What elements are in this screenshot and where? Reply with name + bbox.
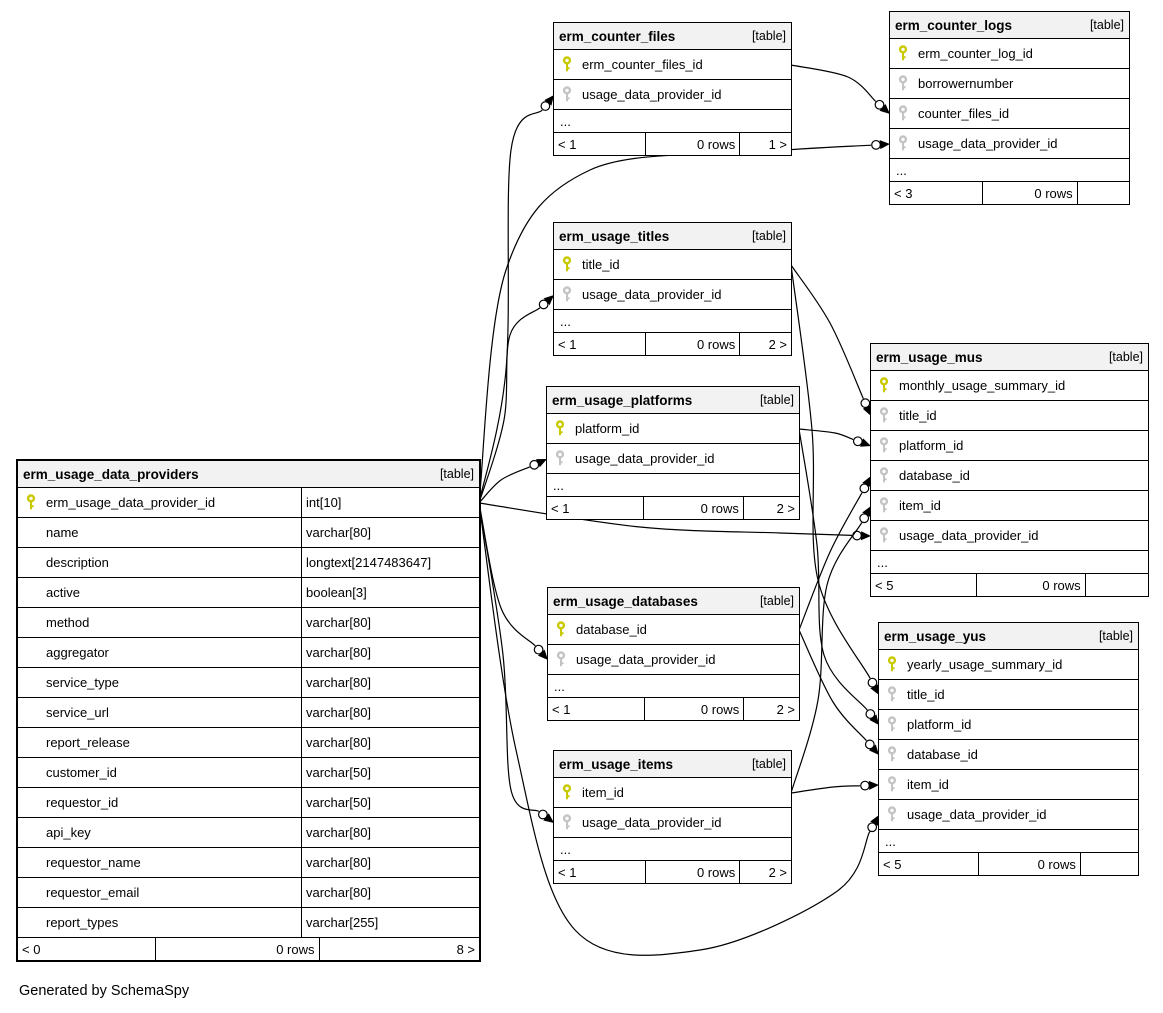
- column-row-yearly_usage_summary_id: [879, 650, 1138, 680]
- table-title-link[interactable]: erm_counter_files: [559, 28, 676, 44]
- column-row-database_id: [879, 740, 1138, 770]
- column-type: varchar[50]: [306, 765, 372, 780]
- relationship-zero-circle: [868, 823, 877, 832]
- table-tag: [table]: [751, 229, 786, 243]
- column-name-cell: [18, 728, 302, 757]
- column-name: usage_data_provider_id: [582, 815, 722, 830]
- column-row-item_id: [879, 770, 1138, 800]
- relationship-zero-circle: [541, 102, 550, 111]
- column-row-report_release: [18, 728, 479, 758]
- footer-children-count: [1086, 574, 1148, 596]
- primary-key-icon: [561, 256, 573, 273]
- column-type: varchar[50]: [306, 795, 372, 810]
- table-title-link[interactable]: erm_usage_yus: [884, 628, 987, 644]
- table-title-link[interactable]: erm_usage_mus: [876, 349, 983, 365]
- column-row-service_type: [18, 668, 479, 698]
- foreign-key-icon: [886, 776, 898, 793]
- column-name: customer_id: [46, 765, 117, 780]
- foreign-key-icon: [886, 806, 898, 823]
- column-name: database_id: [907, 747, 978, 762]
- table-tag: [table]: [1098, 629, 1133, 643]
- relationship-line: [479, 110, 542, 503]
- relationship-line: [791, 265, 863, 399]
- primary-key-icon: [555, 621, 567, 638]
- foreign-key-icon: [886, 746, 898, 763]
- column-name: method: [46, 615, 90, 630]
- column-row-method: [18, 608, 479, 638]
- table-footer: [554, 133, 791, 155]
- foreign-key-icon: [878, 497, 890, 514]
- footer-row-count: 0 rows: [156, 938, 319, 960]
- column-name: monthly_usage_summary_id: [899, 378, 1066, 393]
- relationship-zero-circle: [860, 484, 869, 493]
- primary-key-icon: [554, 420, 566, 437]
- column-row-platform_id: [547, 414, 799, 444]
- column-row-usage_data_provider_id: [554, 80, 791, 110]
- column-row-platform_id: [879, 710, 1138, 740]
- more-columns-ellipsis: ...: [547, 474, 799, 497]
- column-row-title_id: [879, 680, 1138, 710]
- more-columns-ellipsis: ...: [554, 838, 791, 861]
- column-name-cell: [18, 698, 302, 727]
- column-name: counter_files_id: [918, 106, 1010, 121]
- column-type: int[10]: [306, 495, 342, 510]
- foreign-key-icon: [897, 75, 909, 92]
- relationship-line: [479, 503, 539, 811]
- relationship-zero-circle: [868, 678, 877, 687]
- footer-parents-count: < 5: [879, 853, 979, 875]
- foreign-key-icon: [561, 286, 573, 303]
- column-name: usage_data_provider_id: [582, 87, 722, 102]
- relationship-zero-circle: [866, 740, 875, 749]
- column-name: api_key: [46, 825, 91, 840]
- column-type: varchar[80]: [306, 525, 372, 540]
- table-header: [18, 461, 479, 488]
- column-row-usage_data_provider_id: [879, 800, 1138, 830]
- column-type: longtext[2147483647]: [306, 555, 432, 570]
- table-footer: [18, 938, 479, 960]
- column-row-requestor_id: [18, 788, 479, 818]
- footer-children-count: 8 >: [456, 941, 475, 957]
- column-name-cell: [18, 788, 302, 817]
- table-header: [548, 588, 799, 615]
- column-name: usage_data_provider_id: [582, 287, 722, 302]
- generator-footnote: Generated by SchemaSpy: [19, 983, 190, 999]
- column-name: item_id: [899, 498, 941, 513]
- column-row-requestor_email: [18, 878, 479, 908]
- relationship-zero-circle: [853, 531, 862, 540]
- footer-row-count: 0 rows: [646, 861, 740, 883]
- column-name-cell: [18, 818, 302, 847]
- table-tag: [table]: [1108, 350, 1143, 364]
- primary-key-icon: [561, 56, 573, 73]
- column-name: report_release: [46, 735, 130, 750]
- footer-parents-count: < 5: [871, 574, 977, 596]
- table-footer: [890, 182, 1129, 204]
- column-row-active: [18, 578, 479, 608]
- table-erm_counter_logs: [889, 11, 1130, 205]
- table-erm_usage_yus: [878, 622, 1139, 876]
- relationship-line: [479, 308, 540, 503]
- foreign-key-icon: [886, 716, 898, 733]
- footer-children-count: [1078, 182, 1129, 204]
- table-header: [554, 23, 791, 50]
- column-name: requestor_email: [46, 885, 140, 900]
- table-tag: [table]: [759, 594, 794, 608]
- relationship-zero-circle: [866, 710, 875, 719]
- column-row-usage_data_provider_id: [554, 808, 791, 838]
- column-row-item_id: [871, 491, 1148, 521]
- column-name: description: [46, 555, 109, 570]
- relationship-line: [791, 523, 862, 793]
- column-name: erm_usage_data_provider_id: [46, 495, 216, 510]
- table-title-link[interactable]: erm_usage_platforms: [552, 392, 693, 408]
- column-name: active: [46, 585, 80, 600]
- table-erm_usage_databases: [547, 587, 800, 721]
- column-name: usage_data_provider_id: [576, 652, 716, 667]
- footer-children-count: [1081, 853, 1138, 875]
- table-tag: [table]: [751, 29, 786, 43]
- column-name-cell: [18, 578, 302, 607]
- foreign-key-icon: [878, 527, 890, 544]
- relationship-line: [479, 503, 535, 646]
- table-header: [554, 223, 791, 250]
- primary-key-icon: [878, 377, 890, 394]
- column-name: service_type: [46, 675, 119, 690]
- footer-parents-count: < 1: [554, 333, 646, 355]
- relationship-line: [799, 429, 853, 440]
- column-name-cell: [18, 758, 302, 787]
- table-footer: [554, 861, 791, 883]
- table-header: [554, 751, 791, 778]
- column-name: erm_counter_log_id: [918, 46, 1033, 61]
- column-row-description: [18, 548, 479, 578]
- relationship-zero-circle: [860, 514, 869, 523]
- column-name: database_id: [899, 468, 970, 483]
- table-footer: [871, 574, 1148, 596]
- relationship-zero-circle: [530, 461, 539, 470]
- foreign-key-icon: [555, 651, 567, 668]
- footer-row-count: 0 rows: [977, 574, 1086, 596]
- column-name: database_id: [576, 622, 647, 637]
- column-name-cell: [18, 488, 302, 517]
- column-row-erm_counter_files_id: [554, 50, 791, 80]
- column-row-item_id: [554, 778, 791, 808]
- column-row-requestor_name: [18, 848, 479, 878]
- column-row-database_id: [548, 615, 799, 645]
- column-type: varchar[80]: [306, 825, 372, 840]
- primary-key-icon: [561, 784, 573, 801]
- column-row-usage_data_provider_id: [547, 444, 799, 474]
- more-columns-ellipsis: ...: [871, 551, 1148, 574]
- column-name: usage_data_provider_id: [907, 807, 1047, 822]
- footer-row-count: 0 rows: [644, 497, 744, 519]
- column-type: varchar[80]: [306, 615, 372, 630]
- column-name: requestor_name: [46, 855, 141, 870]
- column-name: borrowernumber: [918, 76, 1014, 91]
- footer-children-count: 2 >: [768, 864, 787, 880]
- table-footer: [879, 853, 1138, 875]
- relationship-zero-circle: [534, 645, 543, 654]
- table-erm_usage_items: [553, 750, 792, 884]
- column-name: aggregator: [46, 645, 109, 660]
- column-name: usage_data_provider_id: [575, 451, 715, 466]
- column-row-erm_counter_log_id: [890, 39, 1129, 69]
- table-footer: [554, 333, 791, 355]
- table-header: [871, 344, 1148, 371]
- column-row-borrowernumber: [890, 69, 1129, 99]
- column-type: varchar[80]: [306, 675, 372, 690]
- column-name-cell: [18, 518, 302, 547]
- column-name-cell: [18, 908, 302, 937]
- column-name-cell: [18, 668, 302, 697]
- column-type: varchar[80]: [306, 705, 372, 720]
- footer-children-count: 1 >: [768, 136, 787, 152]
- footer-parents-count: < 1: [547, 497, 644, 519]
- column-name: title_id: [582, 257, 620, 272]
- relationship-line: [799, 493, 862, 630]
- column-name: yearly_usage_summary_id: [907, 657, 1063, 672]
- column-name: erm_counter_files_id: [582, 57, 703, 72]
- foreign-key-icon: [897, 135, 909, 152]
- footer-parents-count: < 1: [554, 133, 646, 155]
- relationship-zero-circle: [854, 437, 863, 446]
- relationship-zero-circle: [861, 399, 870, 408]
- relationship-zero-circle: [872, 141, 881, 150]
- footer-row-count: 0 rows: [646, 133, 740, 155]
- table-erm_usage_data_providers: [16, 459, 481, 962]
- column-name: item_id: [582, 785, 624, 800]
- column-type: varchar[80]: [306, 735, 372, 750]
- column-name: title_id: [907, 687, 945, 702]
- table-erm_usage_titles: [553, 222, 792, 356]
- column-row-usage_data_provider_id: [548, 645, 799, 675]
- table-erm_counter_files: [553, 22, 792, 156]
- column-name: name: [46, 525, 79, 540]
- column-type: varchar[80]: [306, 885, 372, 900]
- column-name: platform_id: [575, 421, 640, 436]
- table-erm_usage_platforms: [546, 386, 800, 520]
- footer-row-count: 0 rows: [979, 853, 1081, 875]
- primary-key-icon: [897, 45, 909, 62]
- column-row-title_id: [871, 401, 1148, 431]
- column-name: title_id: [899, 408, 937, 423]
- footer-row-count: 0 rows: [983, 182, 1078, 204]
- column-name: service_url: [46, 705, 109, 720]
- table-tag: [table]: [759, 393, 794, 407]
- footer-parents-count: < 1: [548, 698, 645, 720]
- column-name-cell: [18, 608, 302, 637]
- column-row-usage_data_provider_id: [554, 280, 791, 310]
- table-footer: [547, 497, 799, 519]
- relationship-line: [791, 786, 860, 793]
- column-row-database_id: [871, 461, 1148, 491]
- column-name: usage_data_provider_id: [918, 136, 1058, 151]
- relationship-zero-circle: [539, 300, 548, 309]
- column-name-cell: [18, 848, 302, 877]
- more-columns-ellipsis: ...: [890, 159, 1129, 182]
- column-row-customer_id: [18, 758, 479, 788]
- relationship-line: [799, 630, 867, 741]
- table-footer: [548, 698, 799, 720]
- table-header: [890, 12, 1129, 39]
- footer-children-count: 2 >: [776, 500, 795, 516]
- footer-children-count: 2 >: [768, 336, 787, 352]
- relationship-zero-circle: [861, 781, 870, 790]
- column-type: varchar[80]: [306, 855, 372, 870]
- table-erm_usage_mus: [870, 343, 1149, 597]
- relationship-line: [799, 429, 867, 710]
- column-name: item_id: [907, 777, 949, 792]
- relationship-zero-circle: [875, 100, 884, 109]
- table-title-link[interactable]: erm_usage_items: [559, 756, 674, 772]
- footer-row-count: 0 rows: [646, 333, 740, 355]
- column-row-usage_data_provider_id: [890, 129, 1129, 159]
- foreign-key-icon: [561, 86, 573, 103]
- column-row-platform_id: [871, 431, 1148, 461]
- footer-parents-count: < 3: [890, 182, 983, 204]
- column-name: platform_id: [907, 717, 972, 732]
- column-row-counter_files_id: [890, 99, 1129, 129]
- column-name: requestor_id: [46, 795, 119, 810]
- table-title-link[interactable]: erm_usage_titles: [559, 228, 670, 244]
- footer-row-count: 0 rows: [645, 698, 744, 720]
- foreign-key-icon: [897, 105, 909, 122]
- column-row-monthly_usage_summary_id: [871, 371, 1148, 401]
- more-columns-ellipsis: ...: [554, 310, 791, 333]
- table-title-link[interactable]: erm_counter_logs: [895, 17, 1013, 33]
- foreign-key-icon: [554, 450, 566, 467]
- foreign-key-icon: [886, 686, 898, 703]
- column-type: varchar[80]: [306, 645, 372, 660]
- column-row-aggregator: [18, 638, 479, 668]
- primary-key-icon: [25, 494, 37, 511]
- relationship-line: [791, 265, 870, 678]
- relationship-zero-circle: [539, 810, 548, 819]
- column-row-erm_usage_data_provider_id: [18, 488, 479, 518]
- relationship-line: [479, 467, 530, 503]
- column-row-title_id: [554, 250, 791, 280]
- column-name-cell: [18, 548, 302, 577]
- more-columns-ellipsis: ...: [554, 110, 791, 133]
- column-name: platform_id: [899, 438, 964, 453]
- table-title-link[interactable]: erm_usage_databases: [553, 593, 698, 609]
- table-title-link[interactable]: erm_usage_data_providers: [23, 466, 199, 482]
- relationship-line: [479, 503, 870, 955]
- table-header: [879, 623, 1138, 650]
- column-row-usage_data_provider_id: [871, 521, 1148, 551]
- foreign-key-icon: [878, 407, 890, 424]
- column-name-cell: [18, 878, 302, 907]
- column-row-name: [18, 518, 479, 548]
- column-type: boolean[3]: [306, 585, 367, 600]
- foreign-key-icon: [878, 437, 890, 454]
- primary-key-icon: [886, 656, 898, 673]
- more-columns-ellipsis: ...: [879, 830, 1138, 853]
- table-header: [547, 387, 799, 414]
- column-type: varchar[255]: [306, 915, 379, 930]
- foreign-key-icon: [561, 814, 573, 831]
- column-row-api_key: [18, 818, 479, 848]
- footer-parents-count: < 1: [554, 861, 646, 883]
- more-columns-ellipsis: ...: [548, 675, 799, 698]
- footer-children-count: 2 >: [776, 701, 795, 717]
- table-tag: [table]: [751, 757, 786, 771]
- table-tag: [table]: [1089, 18, 1124, 32]
- footer-parents-count: < 0: [18, 938, 156, 960]
- column-name: usage_data_provider_id: [899, 528, 1039, 543]
- table-tag: [table]: [439, 467, 474, 481]
- column-row-report_types: [18, 908, 479, 938]
- relationship-line: [791, 65, 876, 101]
- foreign-key-icon: [878, 467, 890, 484]
- column-name: report_types: [46, 915, 119, 930]
- column-name-cell: [18, 638, 302, 667]
- column-row-service_url: [18, 698, 479, 728]
